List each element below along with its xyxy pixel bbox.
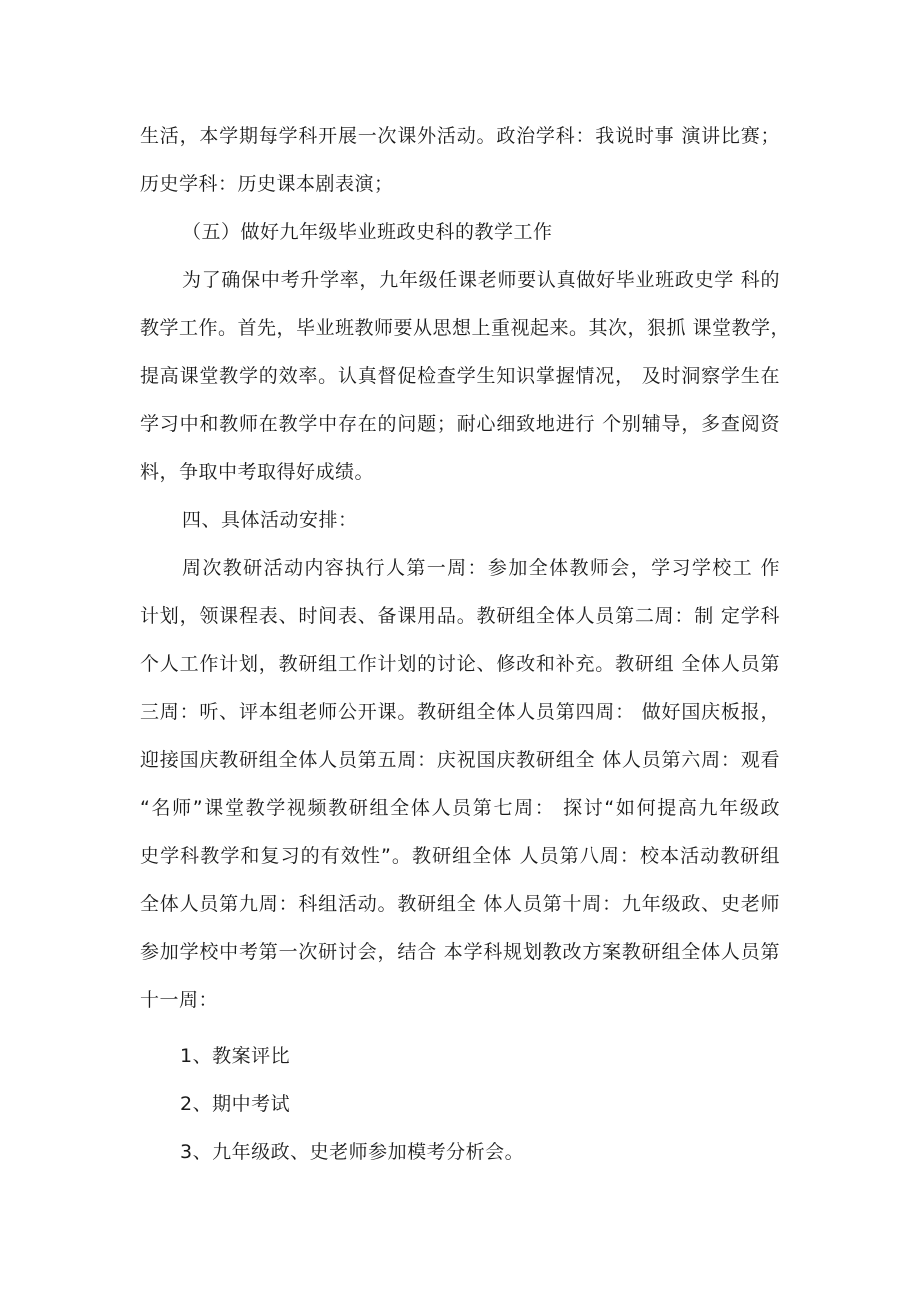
text-line-2: 历史学科：历史课本剧表演；	[140, 173, 394, 195]
text-line-8: 料，争取中考取得好成绩。	[140, 461, 375, 483]
text-line-11: 计划，领课程表、时间表、备课用品。教研组全体人员第二周：制 定学科	[140, 605, 780, 627]
text-line-18: 参加学校中考第一次研讨会，结合 本学科规划教改方案教研组全体人员第	[140, 941, 780, 963]
list-item-3: 3、九年级政、史老师参加模考分析会。	[180, 1141, 525, 1163]
text-line-4: 为了确保中考升学率，九年级任课老师要认真做好毕业班政史学 科的	[182, 269, 780, 291]
text-line-1: 生活，本学期每学科开展一次课外活动。政治学科：我说时事 演讲比赛；	[140, 125, 780, 147]
text-line-17: 全体人员第九周：科组活动。教研组全 体人员第十周：九年级政、史老师	[140, 893, 780, 915]
text-line-10: 周次教研活动内容执行人第一周：参加全体教师会，学习学校工 作	[182, 557, 780, 579]
text-line-5: 教学工作。首先，毕业班教师要从思想上重视起来。其次，狠抓 课堂教学，	[140, 317, 791, 339]
list-item-1: 1、教案评比	[180, 1045, 291, 1067]
text-line-12: 个人工作计划，教研组工作计划的讨论、修改和补充。教研组 全体人员第	[140, 653, 780, 675]
text-line-13: 三周：听、评本组老师公开课。教研组全体人员第四周： 做好国庆板报，	[140, 701, 780, 723]
text-line-6: 提高课堂教学的效率。认真督促检查学生知识掌握情况， 及时洞察学生在	[140, 365, 780, 387]
activity-heading: 四、具体活动安排：	[182, 509, 358, 531]
text-line-16: 史学科教学和复习的有效性”。教研组全体 人员第八周：校本活动教研组	[140, 845, 780, 867]
section-heading: （五）做好九年级毕业班政史科的教学工作	[182, 221, 553, 243]
text-line-19: 十一周：	[140, 989, 219, 1011]
text-line-7: 学习中和教师在教学中存在的问题；耐心细致地进行 个别辅导，多查阅资	[140, 413, 780, 435]
list-item-2: 2、期中考试	[180, 1093, 291, 1115]
text-line-14: 迎接国庆教研组全体人员第五周：庆祝国庆教研组全 体人员第六周：观看	[140, 749, 780, 771]
text-line-15: “名师”课堂教学视频教研组全体人员第七周： 探讨“如何提高九年级政	[140, 797, 780, 819]
